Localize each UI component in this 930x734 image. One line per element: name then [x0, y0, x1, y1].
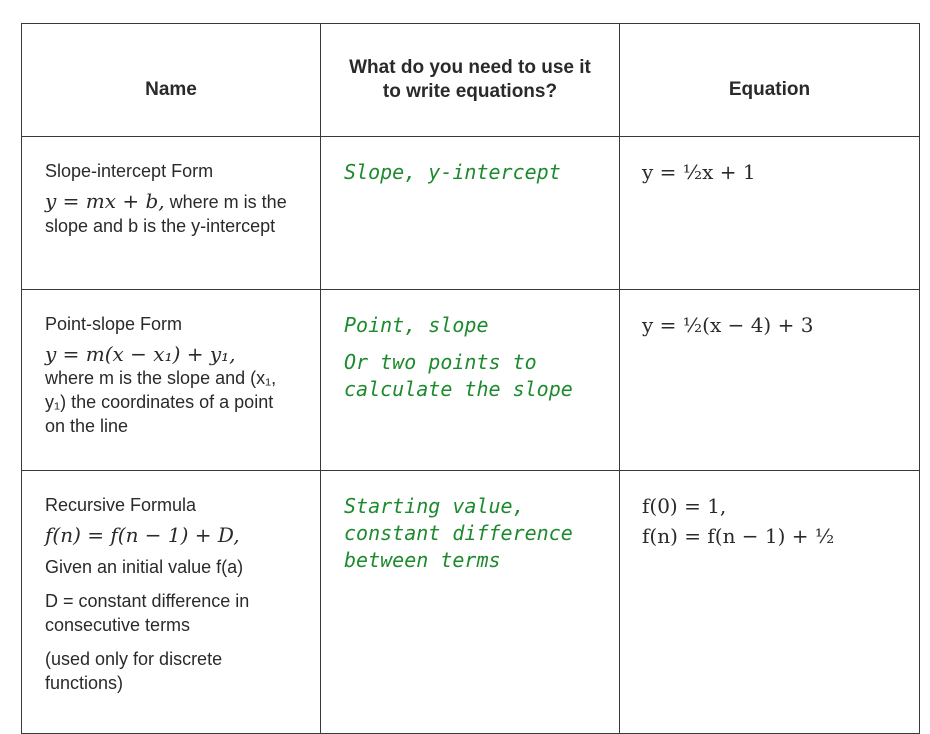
- table-row: [22, 471, 920, 734]
- form-title: Slope-intercept Form: [45, 161, 214, 181]
- equation-forms-table: [21, 23, 920, 734]
- table-row: [22, 290, 920, 471]
- form-description: where m is the slope and b is the y-intercept: [45, 192, 287, 236]
- header-row: [22, 24, 920, 137]
- needs-cell: [321, 471, 619, 574]
- form-equation: y = m(x − x₁) + y₁,: [45, 342, 236, 366]
- equation-cell: [620, 290, 919, 340]
- needs-cell: [321, 290, 619, 403]
- form-title: Point-slope Form: [45, 314, 183, 334]
- equation-text: f(0) = 1,: [642, 494, 727, 518]
- form-description-d: D = constant difference in consecutive terms: [45, 591, 250, 635]
- equation-text-recursive: f(n) = f(n − 1) + ½: [642, 524, 835, 548]
- form-description: where m is the slope and (x₁, y₁) the coordinates of a point on the line: [45, 368, 277, 436]
- needs-cell: [321, 137, 619, 186]
- header-name: Name: [22, 24, 321, 137]
- equation-text: y = ½x + 1: [642, 160, 756, 184]
- table-row: [22, 137, 920, 290]
- header-equation: Equation: [620, 24, 920, 137]
- form-description: Given an initial value f(a): [45, 557, 244, 577]
- needs-text: Slope, y-intercept: [344, 160, 561, 184]
- form-description-note: (used only for discrete functions): [45, 649, 223, 693]
- header-needs: [321, 24, 620, 137]
- form-equation: y = mx + b,: [45, 189, 165, 213]
- name-cell: [22, 137, 320, 238]
- form-title: Recursive Formula: [45, 495, 197, 515]
- header-needs-text: What do you need to use it to write equations?: [349, 57, 591, 102]
- equation-cell: [620, 471, 919, 551]
- needs-text: Point, slope: [344, 313, 489, 337]
- needs-text: Starting value, constant difference between terms: [344, 494, 573, 572]
- form-equation: f(n) = f(n − 1) + D,: [45, 523, 240, 547]
- name-cell: [22, 471, 320, 695]
- equation-cell: [620, 137, 919, 187]
- equation-text: y = ½(x − 4) + 3: [642, 313, 814, 337]
- needs-text-alt: Or two points to calculate the slope: [344, 350, 573, 401]
- name-cell: [22, 290, 320, 438]
